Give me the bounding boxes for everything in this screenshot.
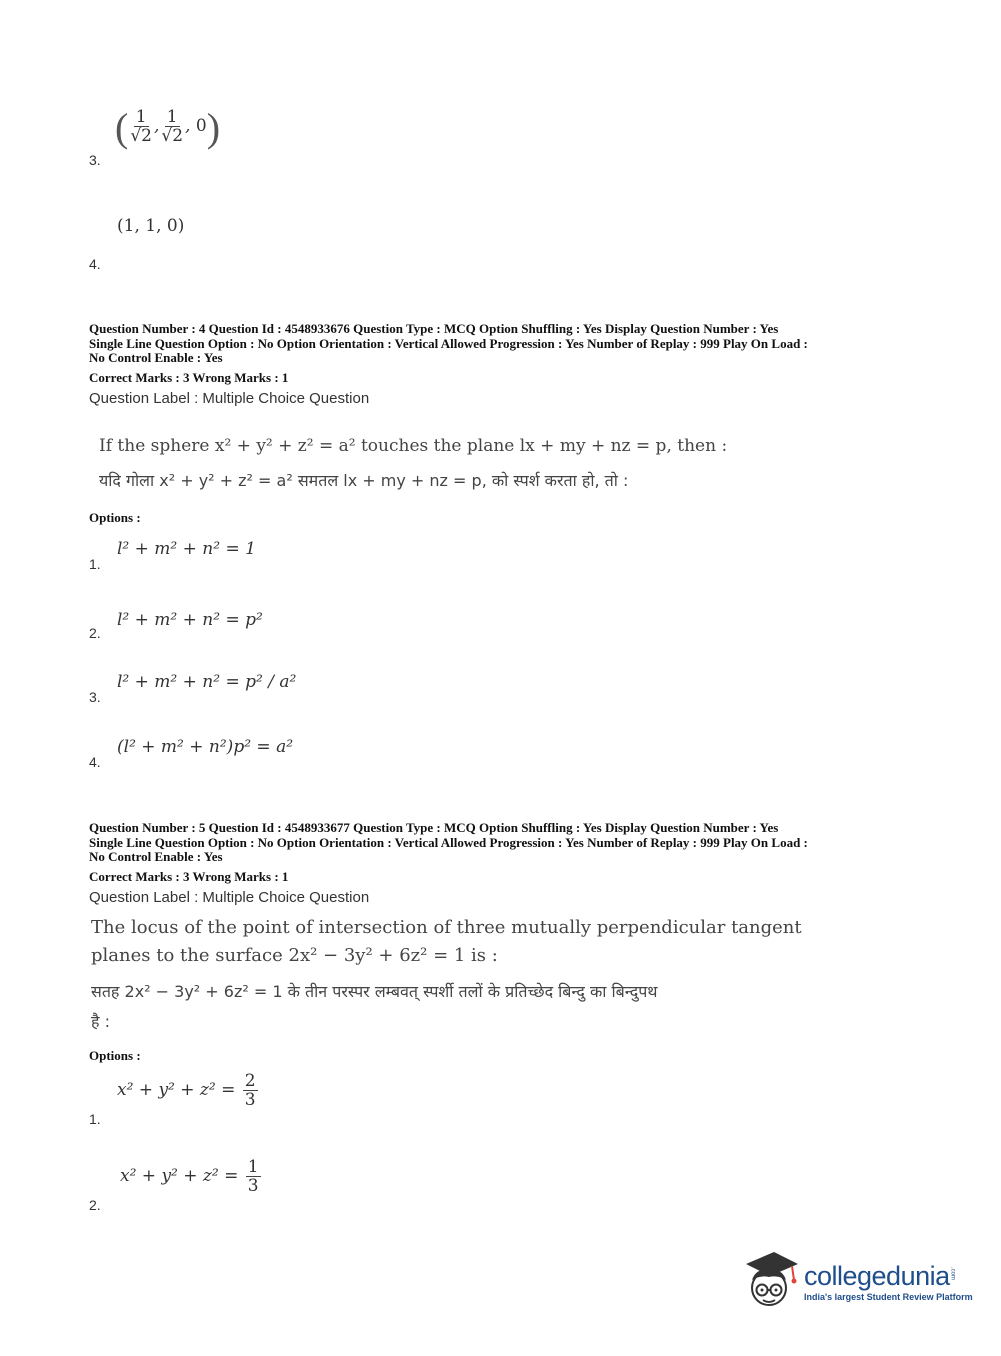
q5-meta (89, 821, 919, 865)
q4-meta-line3: No Control Enable : Yes (89, 350, 223, 365)
q4-marks: Correct Marks : 3 Wrong Marks : 1 (89, 370, 289, 385)
q4-option-4-number: 4. (89, 754, 101, 770)
q5-meta-line2: Single Line Question Option : No Option Orientation : Vertical Allowed Progression : Yes Number of Replay : 999 Play On Load : (89, 834, 808, 850)
q5-option-2-number: 2. (89, 1197, 101, 1213)
q5-option-1-denominator: 3 (244, 1090, 256, 1110)
q5-option-1-expr (117, 1072, 260, 1109)
q4-option-2-number: 2. (89, 625, 101, 641)
collegedunia-logo (740, 1250, 973, 1312)
prev-option-3-number: 3. (89, 152, 101, 168)
q5-option-1-numerator: 2 (244, 1071, 256, 1091)
q5-option-1-number: 1. (89, 1111, 101, 1127)
q4-meta (89, 322, 919, 366)
q5-text-english-line2: planes to the surface 2x² − 3y² + 6z² = 1 is : (91, 945, 498, 966)
brand-suffix: .com (949, 1266, 956, 1280)
q4-option-2-expr: l² + m² + n² = p² (117, 610, 263, 630)
q5-text-hindi-line1: सतह 2x² − 3y² + 6z² = 1 के तीन परस्पर लम्बवत् स्पर्शी तलों के प्रतिच्छेद बिन्दु का बिन्दुपथ (91, 982, 658, 1001)
q4-question-label: Question Label : Multiple Choice Question (89, 390, 370, 407)
q5-text-hindi-line2: है : (91, 1012, 110, 1031)
q4-option-4-expr: (l² + m² + n²)p² = a² (117, 737, 294, 757)
q5-text-english-line1: The locus of the point of intersection of three mutually perpendicular tangent (91, 917, 802, 938)
q5-marks: Correct Marks : 3 Wrong Marks : 1 (89, 869, 289, 884)
q5-meta-line1: Question Number : 5 Question Id : 4548933677 Question Type : MCQ Option Shuffling : Yes Display Question Number : Yes (89, 820, 779, 835)
q4-text-hindi: यदि गोला x² + y² + z² = a² समतल lx + my + nz = p, को स्पर्श करता हो, तो : (99, 471, 629, 490)
brand-name: collegedunia (804, 1260, 950, 1291)
q4-option-3-number: 3. (89, 689, 101, 705)
q5-question-label: Question Label : Multiple Choice Question (89, 889, 370, 906)
q4-options-heading: Options : (89, 510, 141, 525)
q5-option-1-lhs: x² + y² + z² = (117, 1080, 236, 1100)
q4-meta-line2: Single Line Question Option : No Option Orientation : Vertical Allowed Progression : Yes Number of Replay : 999 Play On Load : (89, 335, 808, 351)
q5-option-2-lhs: x² + y² + z² = (120, 1166, 239, 1186)
q5-option-2-denominator: 3 (247, 1176, 259, 1196)
prev-option-3-expr: ( $\frac{1}{√2}$ , $\frac{1}{√2}$ , 0) (115, 105, 221, 150)
q5-option-2-numerator: 1 (247, 1157, 259, 1177)
q5-option-2-expr (120, 1158, 263, 1195)
q4-meta-line1: Question Number : 4 Question Id : 4548933676 Question Type : MCQ Option Shuffling : Yes Display Question Number : Yes (89, 321, 779, 336)
q4-option-1-expr: l² + m² + n² = 1 (117, 539, 256, 559)
q4-text-english: If the sphere x² + y² + z² = a² touches the plane lx + my + nz = p, then : (99, 436, 728, 456)
prev-option-4-number: 4. (89, 256, 101, 272)
q4-option-3-expr: l² + m² + n² = p² / a² (117, 672, 297, 692)
prev-option-4-expr: (1, 1, 0) (117, 216, 185, 236)
q5-options-heading: Options : (89, 1048, 141, 1063)
mascot-icon (740, 1250, 800, 1312)
q5-meta-line3: No Control Enable : Yes (89, 849, 223, 864)
brand-tagline: India's largest Student Review Platform (804, 1291, 973, 1302)
q4-option-1-number: 1. (89, 556, 101, 572)
